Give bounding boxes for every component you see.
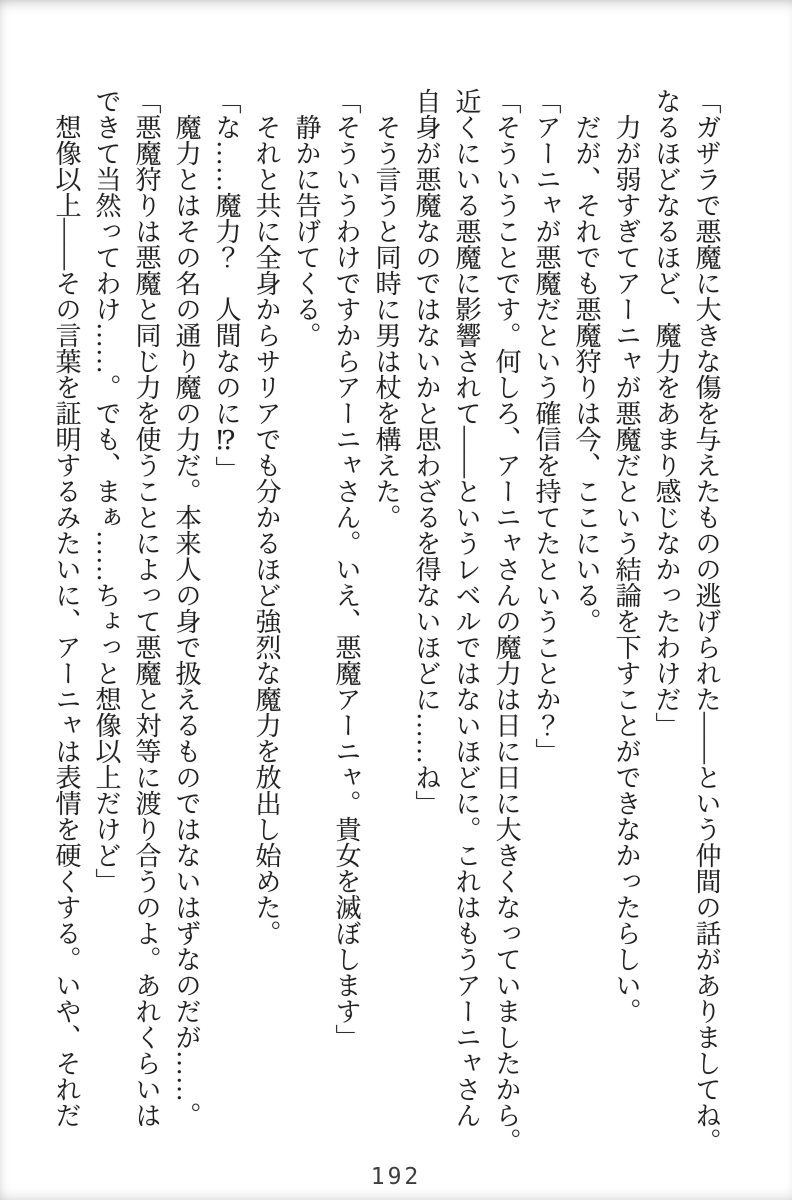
text-line: できて当然ってわけ……。でも、まぁ……ちょっと想像以上だけど」: [92, 88, 121, 894]
text-line: 「アーニャが悪魔だという確信を持てたということか？」: [532, 88, 561, 764]
text-line: 「ガザラで悪魔に大きな傷を与えたものの逃げられた——という仲間の話がありましてね。: [692, 88, 721, 1154]
text-line: 想像以上——その言葉を証明するみたいに、アーニャは表情を硬くする。いや、それだ: [52, 114, 81, 1128]
page-number: 192: [370, 1164, 422, 1190]
text-line: 魔力とはその名の通り魔の力だ。本来人の身で扱えるものではないはずなのだが……。: [172, 114, 201, 1128]
text-line: そう言うと同時に男は杖を構えた。: [372, 114, 401, 530]
text-line: だが、それでも悪魔狩りは今、ここにいる。: [572, 114, 601, 634]
text-line: 静かに告げてくる。: [292, 114, 321, 348]
text-line: それと共に全身からサリアでも分かるほど強烈な魔力を放出し始めた。: [252, 114, 281, 946]
text-line: 「悪魔狩りは悪魔と同じ力を使うことによって悪魔と対等に渡り合うのよ。あれくらいは: [132, 88, 161, 1128]
text-line: 「そういうわけですからアーニャさん。いえ、悪魔アーニャ。貴女を滅ぼします」: [332, 88, 361, 1050]
text-line: 「そういうことです。何しろ、アーニャさんの魔力は日に日に大きくなっていましたから。: [492, 88, 521, 1154]
text-line: 近くにいる悪魔に影響されて——というレベルではないほどに。これはもうアーニャさん: [452, 88, 481, 1128]
text-line: 自身が悪魔なのではないかと思わざるを得ないほどに……ね」: [412, 88, 441, 816]
text-line: 力が弱すぎてアーニャが悪魔だという結論を下すことができなかったらしい。: [612, 114, 641, 1024]
vertical-text-block: [46, 88, 726, 1164]
text-line: なるほどなるほど、魔力をあまり感じなかったわけだ」: [652, 88, 681, 738]
text-line: 「な……魔力？ 人間なのに⁉」: [212, 88, 241, 482]
